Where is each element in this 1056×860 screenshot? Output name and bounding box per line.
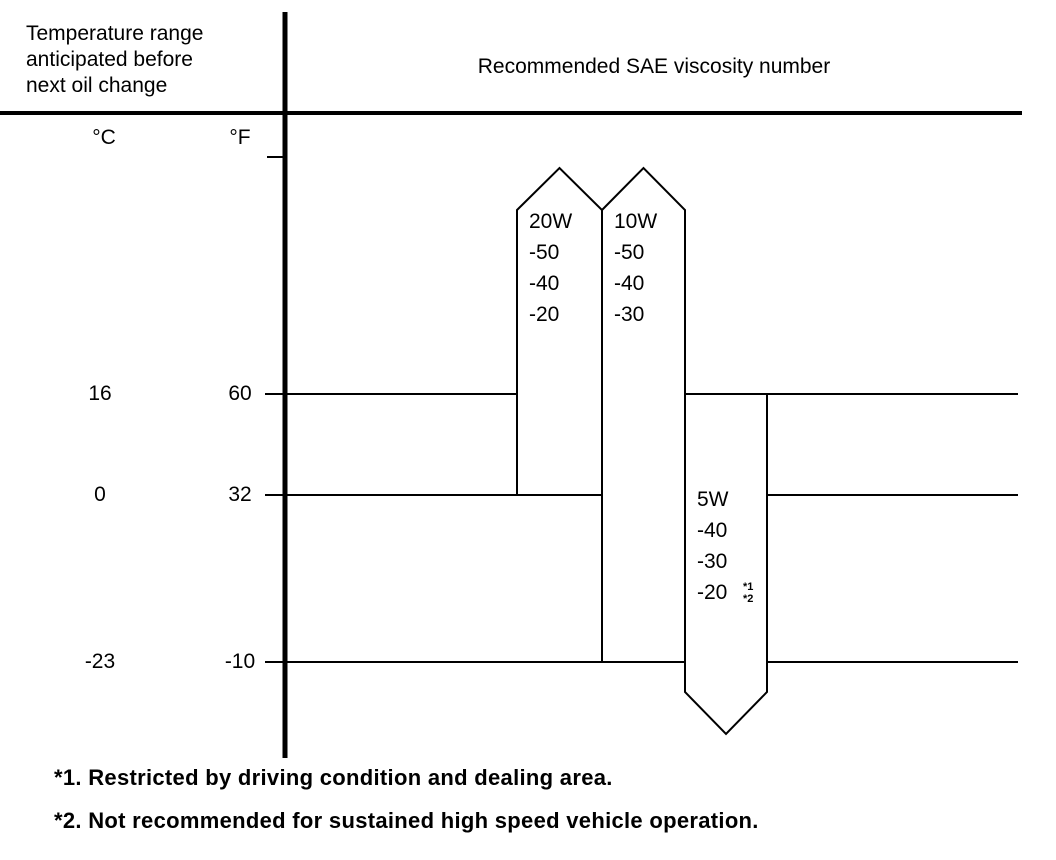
header-left-line: next oil change xyxy=(26,74,168,97)
celsius-unit-label: °C xyxy=(92,126,116,149)
footnote-mark: *2 xyxy=(743,593,754,605)
header-recommended-viscosity: Recommended SAE viscosity number xyxy=(477,55,831,78)
fahrenheit-unit-label: °F xyxy=(229,126,251,149)
header-left-line: Temperature range xyxy=(26,22,204,45)
viscosity-grade-text: -20 xyxy=(697,581,728,604)
viscosity-grade-text: -50 xyxy=(529,241,560,264)
header-left-line: anticipated before xyxy=(26,48,193,71)
celsius-tick-label: -23 xyxy=(84,650,116,673)
viscosity-grade-text: -40 xyxy=(529,272,560,295)
viscosity-grade-text: -20 xyxy=(529,303,560,326)
viscosity-bars xyxy=(517,168,767,734)
fahrenheit-tick-label: 32 xyxy=(228,483,252,506)
viscosity-grade-text: -40 xyxy=(614,272,645,295)
viscosity-grade-text: -30 xyxy=(614,303,645,326)
viscosity-grade-text: 20W xyxy=(529,210,573,233)
viscosity-grade-text: -30 xyxy=(697,550,728,573)
fahrenheit-tick-label: -10 xyxy=(224,650,256,673)
fahrenheit-tick-label: 60 xyxy=(228,382,252,405)
celsius-tick-label: 0 xyxy=(94,483,106,506)
viscosity-grade-text: -50 xyxy=(614,241,645,264)
viscosity-grade-text: -40 xyxy=(697,519,728,542)
viscosity-grade-text: 5W xyxy=(697,488,729,511)
footnote-2: *2. Not recommended for sustained high speed vehicle operation. xyxy=(54,808,759,833)
viscosity-grade-text: 10W xyxy=(614,210,658,233)
header-temperature-range xyxy=(26,22,203,97)
celsius-tick-label: 16 xyxy=(88,382,112,405)
footnote-mark: *1 xyxy=(743,581,754,593)
footnote-1: *1. Restricted by driving condition and dealing area. xyxy=(54,765,613,790)
